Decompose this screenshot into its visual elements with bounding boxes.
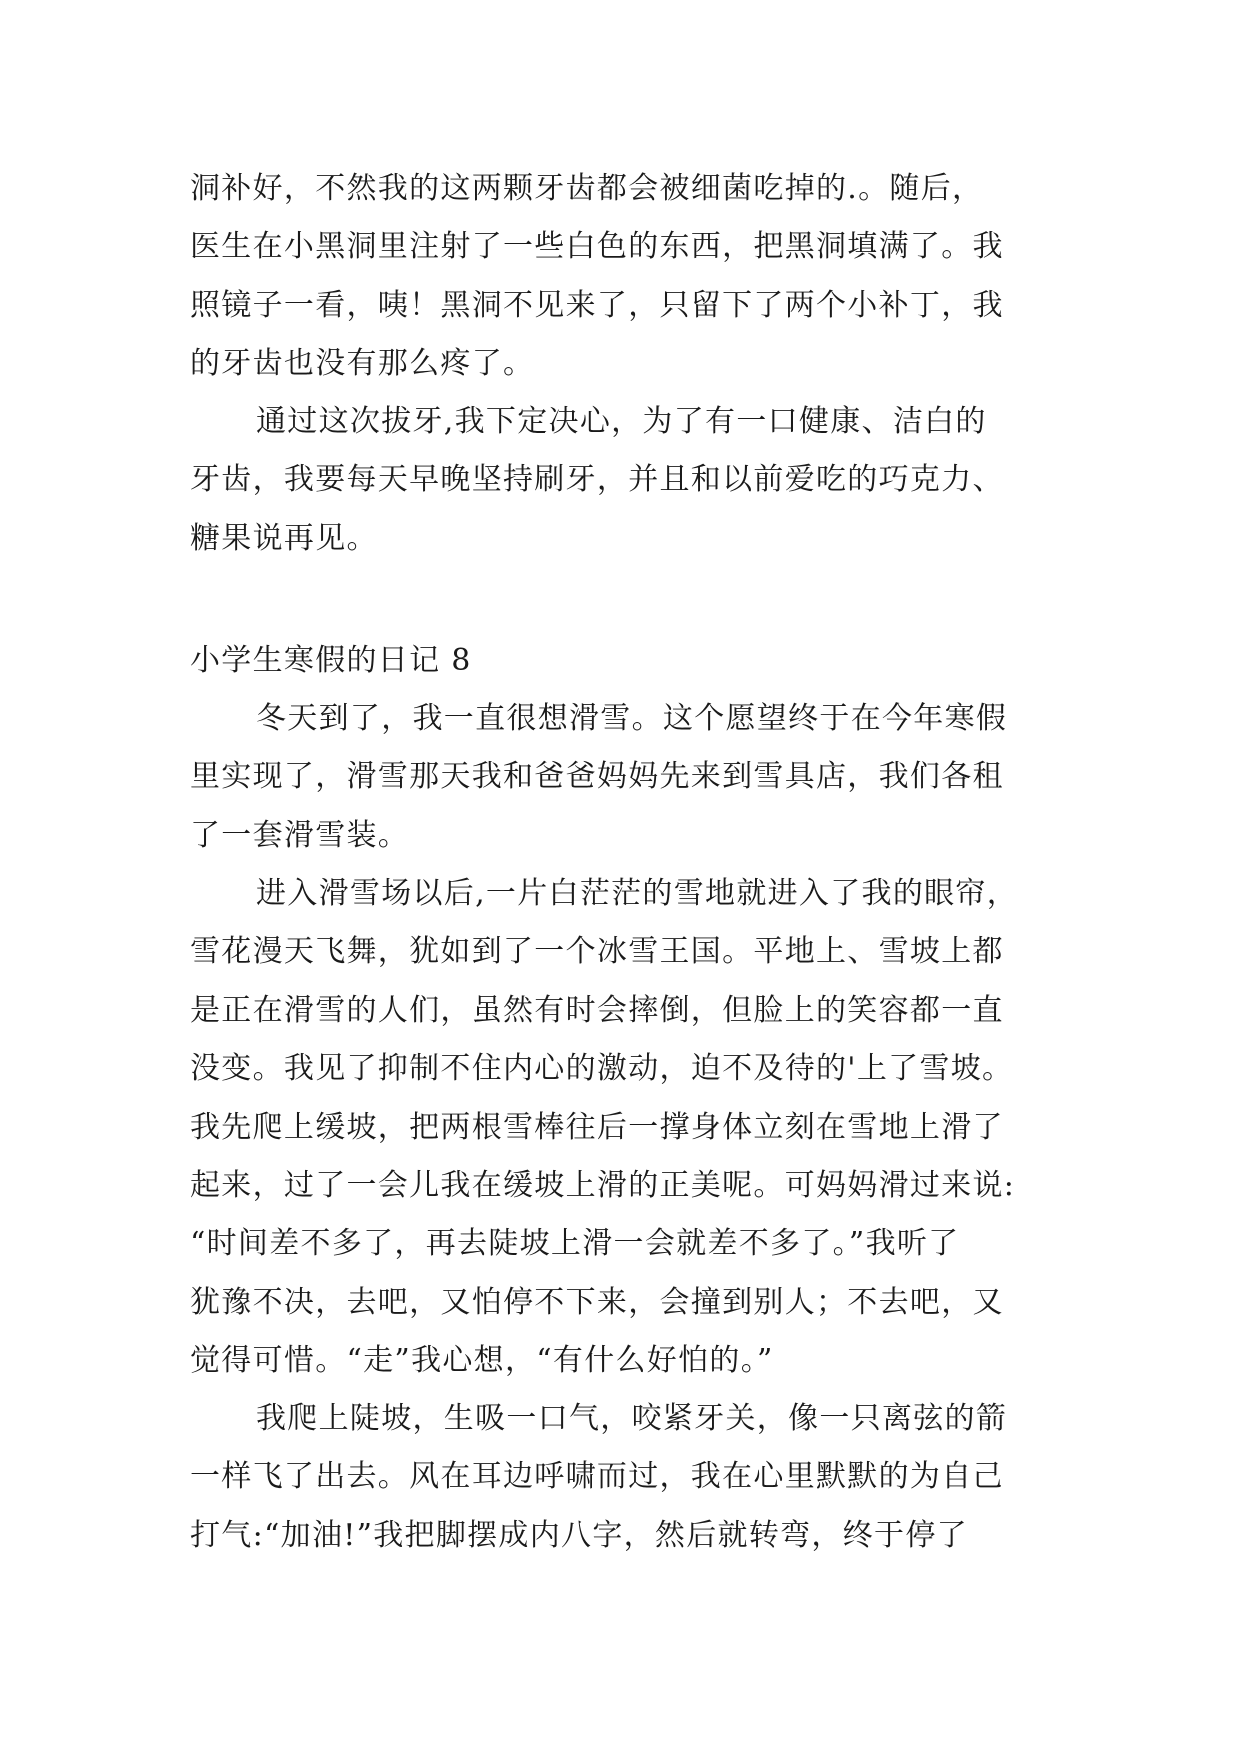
text-line: 雪花漫天飞舞，犹如到了一个冰雪王国。平地上、雪坡上都	[190, 934, 1004, 970]
text-line: 我爬上陡坡，生吸一口气，咬紧牙关，像一只离弦的箭	[256, 1401, 1008, 1436]
paragraph-steep-slope	[190, 1390, 1070, 1565]
text-line: 通过这次拔牙,我下定决心，为了有一口健康、洁白的	[256, 404, 987, 439]
paragraph-ski-field	[190, 865, 1070, 1391]
text-line: 一样飞了出去。风在耳边呼啸而过，我在心里默默的为自己	[190, 1459, 1004, 1495]
text-line: 犹豫不决，去吧，又怕停不下来，会撞到别人；不去吧，又	[190, 1284, 1004, 1320]
text-line: 医生在小黑洞里注射了一些白色的东西，把黑洞填满了。我	[190, 229, 1004, 265]
text-line: 觉得可惜。“走”我心想，“有什么好怕的。”	[190, 1343, 774, 1379]
text-line: 照镜子一看，咦！黑洞不见来了，只留下了两个小补丁，我	[190, 287, 1004, 323]
paragraph-tooth-filling	[190, 160, 1070, 394]
text-line: 里实现了，滑雪那天我和爸爸妈妈先来到雪具店，我们各租	[190, 759, 1004, 795]
text-line: 冬天到了，我一直很想滑雪。这个愿望终于在今年寒假	[256, 701, 1008, 736]
text-line: 了一套滑雪装。	[190, 817, 410, 853]
text-line: 我先爬上缓坡，把两根雪棒往后一撑身体立刻在雪地上滑了	[190, 1109, 1004, 1145]
text-line: 是正在滑雪的人们，虽然有时会摔倒，但脸上的笑容都一直	[190, 992, 1004, 1028]
text-line: 起来，过了一会儿我在缓坡上滑的正美呢。可妈妈滑过来说:	[190, 1167, 1016, 1203]
text-line: 的牙齿也没有那么疼了。	[190, 346, 535, 382]
text-line: “时间差不多了，再去陡坡上滑一会就差不多了。”我听了	[190, 1226, 960, 1262]
text-line: 打气:“加油!”我把脚摆成内八字，然后就转弯，终于停了	[190, 1517, 968, 1553]
text-line: 糖果说再见。	[190, 520, 378, 556]
paragraph-winter	[190, 690, 1070, 865]
text-line: 洞补好，不然我的这两颗牙齿都会被细菌吃掉的.。随后，	[190, 171, 984, 206]
text-line: 没变。我见了抑制不住内心的激动，迫不及待的'上了雪坡。	[190, 1051, 1014, 1087]
text-line: 进入滑雪场以后,一片白茫茫的雪地就进入了我的眼帘，	[256, 876, 1019, 911]
section-heading: 小学生寒假的日记 8	[190, 643, 472, 678]
text-line: 牙齿，我要每天早晚坚持刷牙，并且和以前爱吃的巧克力、	[190, 462, 1004, 498]
paragraph-resolution	[190, 393, 1070, 568]
